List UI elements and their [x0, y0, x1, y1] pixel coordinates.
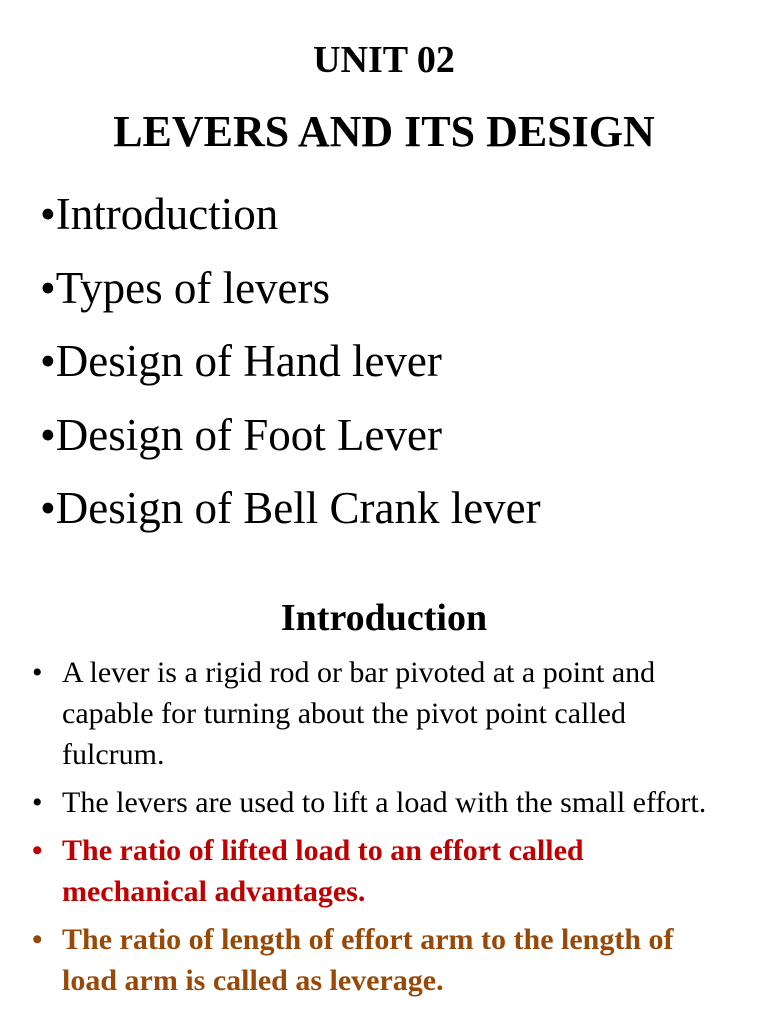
list-item [40, 472, 541, 546]
list-item-highlight-brown [32, 919, 732, 1001]
bullet-marker: • [40, 483, 56, 533]
bullet-marker: • [32, 656, 43, 689]
section-heading: Introduction [280, 597, 488, 639]
bullet-marker: • [32, 923, 43, 956]
list-item-highlight-red [32, 830, 732, 912]
bullet-marker: • [32, 834, 43, 867]
page-title: LEVERS AND ITS DESIGN [113, 107, 655, 156]
topic-foot-lever: Design of Foot Lever [55, 409, 442, 460]
topic-bell-crank-lever: Design of Bell Crank lever [55, 483, 541, 533]
list-item [40, 252, 541, 326]
list-item [40, 325, 541, 399]
topic-hand-lever: Design of Hand lever [55, 336, 442, 386]
slide-introduction [0, 580, 768, 1024]
list-item [40, 399, 541, 473]
bullet-marker: • [40, 262, 56, 313]
point-text: The levers are used to lift a load with the small effort. [62, 786, 707, 819]
topic-list [40, 178, 541, 546]
point-text: The ratio of lifted load to an effort called mechanical advantages. [62, 834, 584, 908]
bullet-marker: • [40, 409, 56, 460]
unit-label: UNIT 02 [313, 39, 455, 81]
point-text: The ratio of length of effort arm to the length of load arm is called as leverage. [62, 923, 674, 997]
list-item [32, 652, 732, 775]
bullet-marker: • [40, 189, 56, 239]
list-item [40, 178, 541, 252]
topic-types-of-levers: Types of levers [55, 262, 331, 313]
topic-introduction: Introduction [55, 189, 279, 239]
bullet-marker: • [32, 786, 43, 819]
point-text: A lever is a rigid rod or bar pivoted at a point and capable for turning about the pivot point called fulcrum. [62, 656, 656, 771]
bullet-marker: • [40, 336, 56, 386]
list-item [32, 782, 732, 823]
point-list [32, 652, 732, 1008]
